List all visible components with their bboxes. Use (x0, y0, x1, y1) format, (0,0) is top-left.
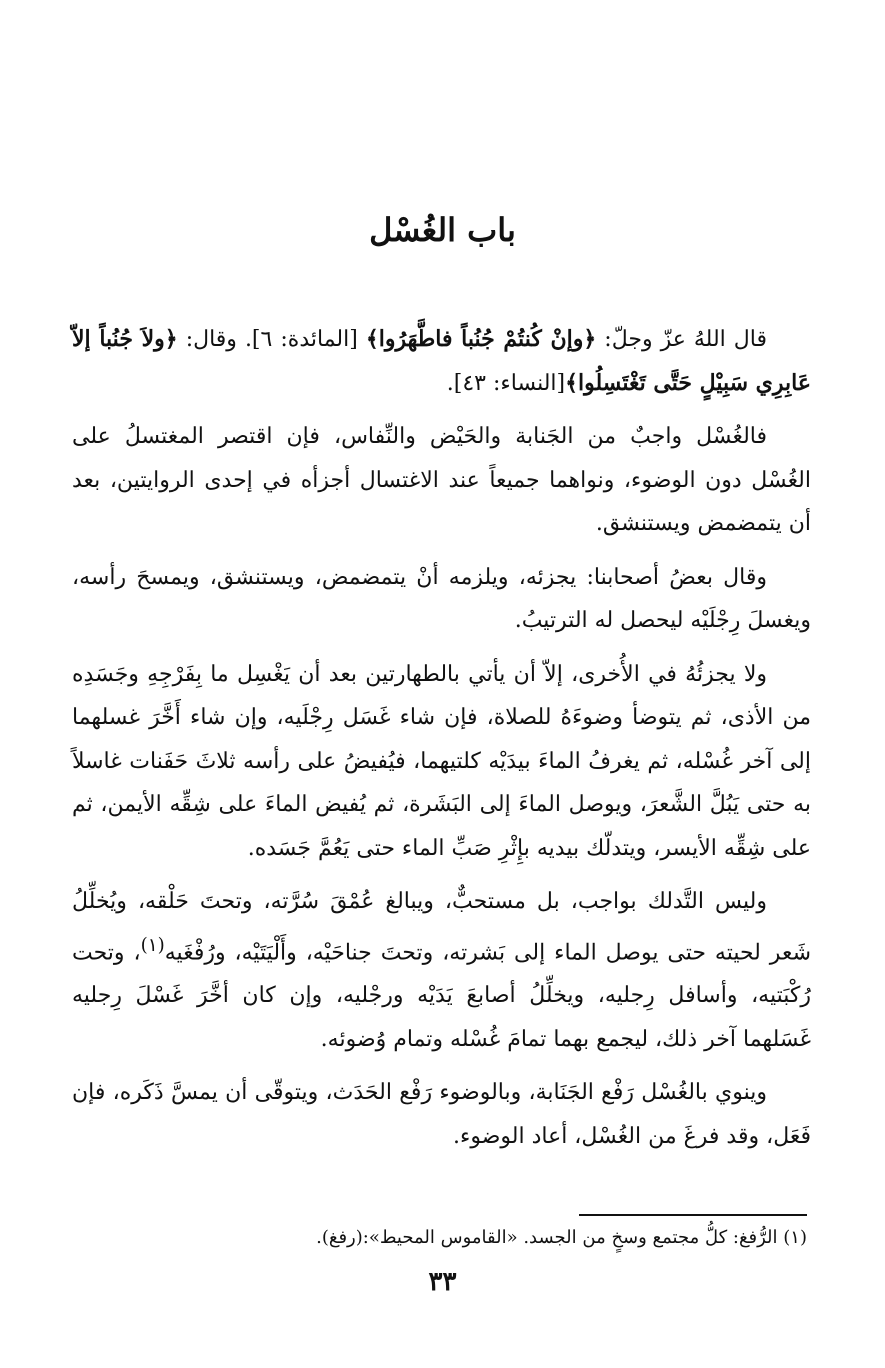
quran-verse-maidah: ﴿وإنْ كُنتُمْ جُنُباً فاطَّهَرُوا﴾ (365, 326, 597, 352)
footnote-marker: (١) (140, 934, 165, 956)
verse-citation-nisa: [النساء: ٤٣]. (446, 370, 566, 396)
paragraph-intention (72, 1071, 811, 1158)
verse-intro-text: قال اللهُ عزّ وجلّ: (596, 327, 768, 352)
paragraph-companions-opinion (72, 556, 811, 643)
chapter-title: باب الغُسْل (369, 211, 516, 249)
paragraph-rubbing (72, 880, 811, 1061)
quran-verse-nisa: ﴿ولاَ جُنُباً إلاّ عَابِرِي سَبِيْلٍ حَتَّى تَغْتَسِلُوا﴾ (72, 326, 811, 396)
paragraph-text: ولا يجزئُهُ في الأُخرى، إلاّ أن يأتي بالطهارتين بعد أن يَغْسِل ما بِفَرْجِهِ وجَسَدِه من الأذى، ثم يتوضأ وضوءَهُ للصلاة، فإن شاء غَسَل رِجْلَيه، وإن شاء أَخَّرَ غسلهما إلى آخر غُسْله، ثم يغرفُ الماءَ بيدَيْه كلتيهما، فيُفيضُ على رأسه ثلاثَ حَفَنات غاسلاً به حتى يَبُلَّ الشَّعرَ، ويوصل الماءَ إلى البَشَرة، ثم يُفيض الماءَ على شِقِّه الأيمن، ثم على شِقِّه الأيسر، ويتدلّك بيديه بإِثْرِ صَبِّ الماء حتى يَعُمَّ جَسَده. (72, 661, 811, 861)
body-text (72, 318, 811, 1168)
paragraph-verses (72, 318, 811, 405)
page-number: ٣٣ (428, 1267, 457, 1297)
paragraph-text: فالغُسْل واجبٌ من الجَنابة والحَيْض والنِّفاس، فإن اقتصر المغتسلُ على الغُسْل دون الوضوء، ونواهما جميعاً عند الاغتسال أجزأه في إحدى الروايتين، بعد أن يتمضمض ويستنشق. (72, 424, 811, 536)
paragraph-ghusl-obligation (72, 415, 811, 546)
paragraph-text: ، وتحت رُكْبَتيه، وأسافل رِجليه، ويخلِّلُ أصابعَ يَدَيْه ورجْليه، وإن كان أخَّرَ غَسْلَ رِجليه غَسَلهما آخر ذلك، ليجمع بهما تمامَ غُسْله وتمام وُضوئه. (72, 939, 811, 1052)
paragraph-ghusl-method (72, 653, 811, 871)
footnote-divider (579, 1214, 807, 1216)
paragraph-text: وقال بعضُ أصحابنا: يجزئه، ويلزمه أنْ يتمضمض، ويستنشق، ويمسحَ رأسه، ويغسلَ رِجْلَيْه ليحصل له الترتيبُ. (72, 564, 811, 633)
verse-citation-maidah: [المائدة: ٦]. وقال: (177, 327, 366, 352)
paragraph-text: وليس التَّدلك بواجب، بل مستحبٌّ، ويبالغ عُمْقَ سُرَّته، وتحتَ حَلْقه، ويُخلِّلُ شَعر لحيته حتى يوصل الماء إلى بَشرته، وتحتَ جناحَيْه، وأَلْيَتَيْه، ورُفْغَيه (72, 889, 811, 965)
paragraph-text: وينوي بالغُسْل رَفْع الجَنَابة، وبالوضوء رَفْع الحَدَث، ويتوقّى أن يمسَّ ذَكَره، فإن فَعَل، وقد فرغَ من الغُسْل، أعاد الوضوء. (72, 1080, 811, 1149)
footnote: (١) الرُّفغ: كلُّ مجتمع وسخٍ من الجسد. «القاموس المحيط»:(رفغ). (316, 1227, 807, 1248)
